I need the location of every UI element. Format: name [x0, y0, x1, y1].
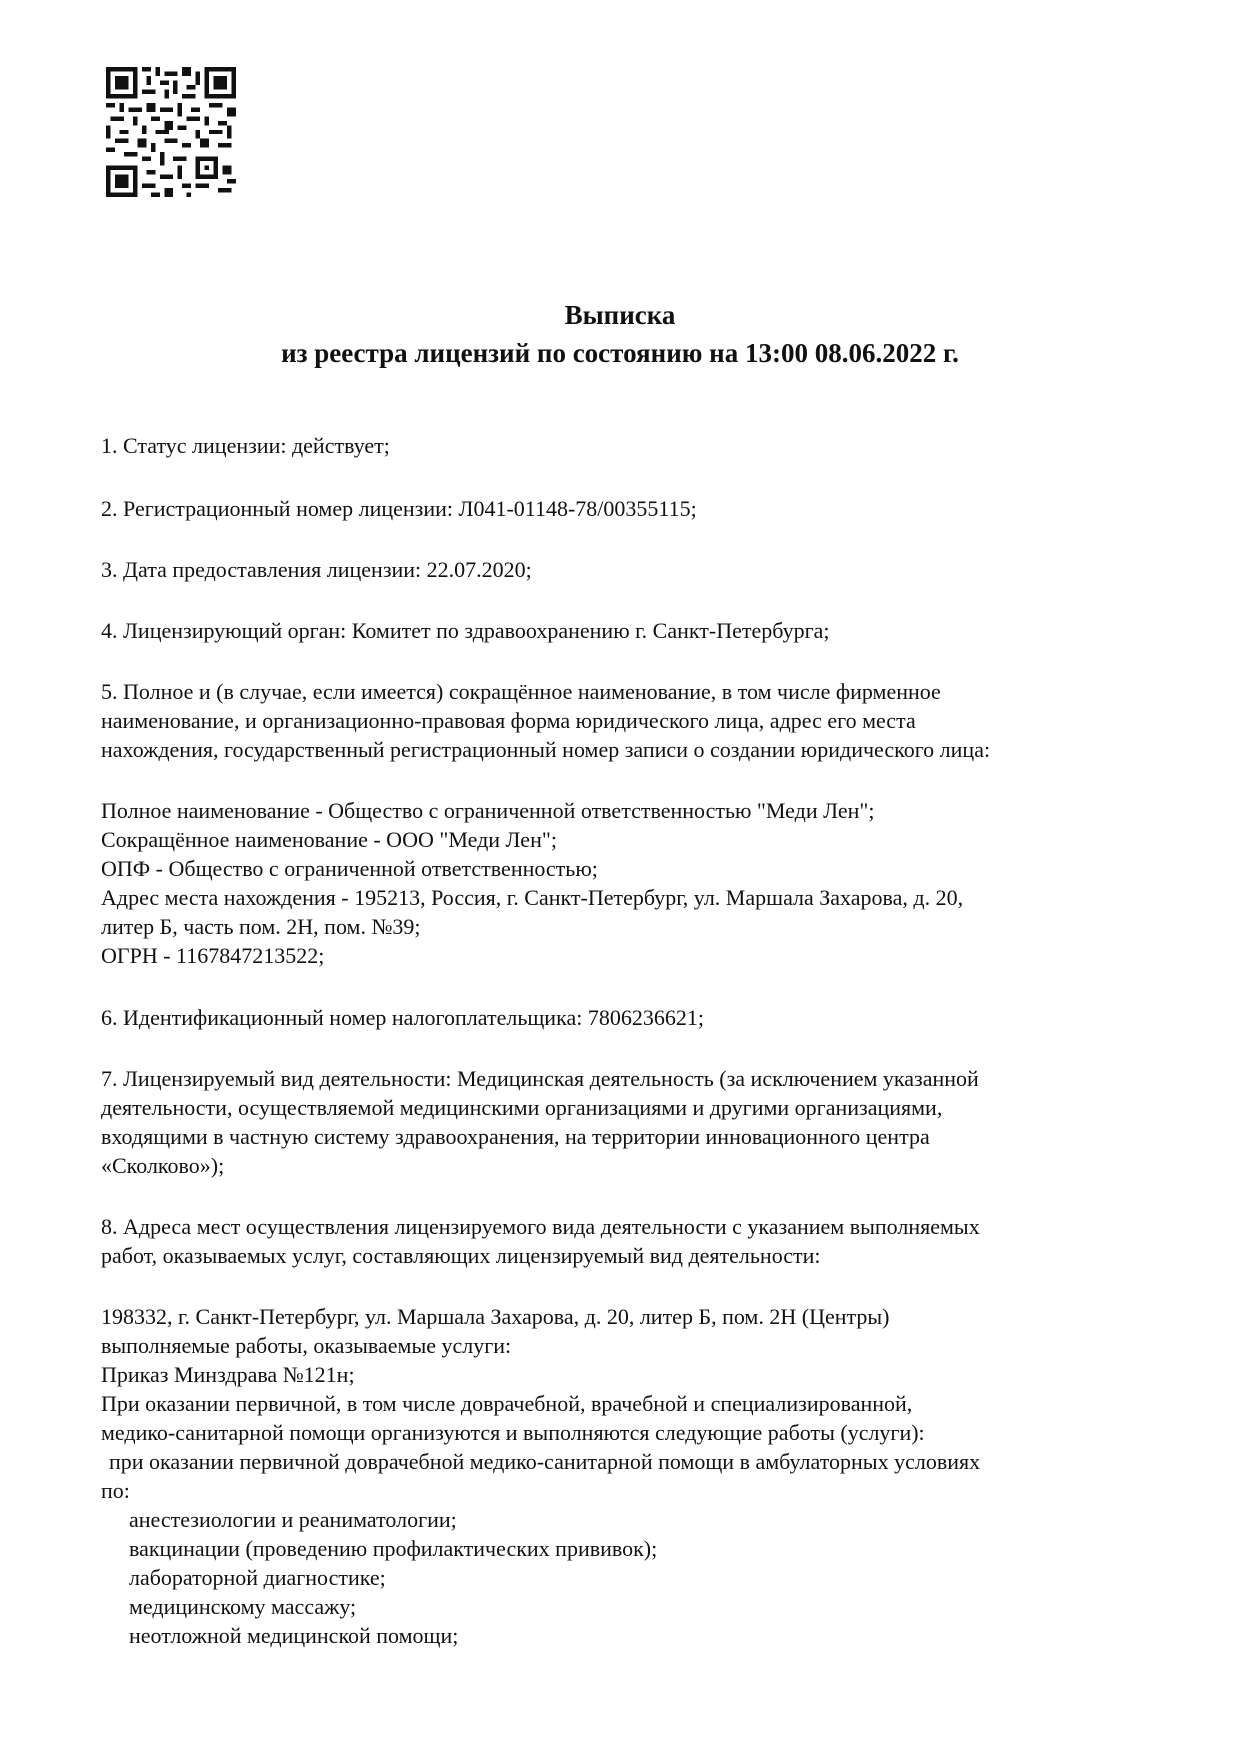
legal-address-cont: литер Б, часть пом. 2Н, пом. №39; [101, 914, 421, 939]
inn: 6. Идентификационный номер налогоплательщика: 7806236621; [101, 1005, 704, 1030]
license-date: 3. Дата предоставления лицензии: 22.07.2020; [101, 557, 532, 582]
short-name: Сокращённое наименование - ООО "Меди Лен"; [101, 827, 557, 852]
name-heading-line: наименование, и организационно-правовая форма юридического лица, адрес его места [101, 708, 916, 733]
qr-code-icon [106, 67, 236, 197]
activity-address: 198332, г. Санкт-Петербург, ул. Маршала Захарова, д. 20, литер Б, пом. 2Н (Центры) [101, 1304, 890, 1329]
addresses-heading-line: 8. Адреса мест осуществления лицензируемого вида деятельности с указанием выполняемых [101, 1214, 980, 1239]
activity-line: входящими в частную систему здравоохранения, на территории инновационного центра [101, 1124, 930, 1149]
document-title: Выписка [564, 300, 676, 330]
legal-form: ОПФ - Общество с ограниченной ответственностью; [101, 856, 598, 881]
license-status: 1. Статус лицензии: действует; [101, 433, 390, 458]
service-item: медицинскому массажу; [129, 1594, 357, 1619]
name-heading-line: нахождения, государственный регистрационный номер записи о создании юридического лица: [101, 737, 991, 762]
full-name: Полное наименование - Общество с ограниченной ответственностью "Меди Лен"; [101, 798, 875, 823]
document-subtitle: из реестра лицензий по состоянию на 13:00 08.06.2022 г. [281, 338, 959, 368]
works-label: выполняемые работы, оказываемые услуги: [101, 1333, 512, 1358]
activity-line: 7. Лицензируемый вид деятельности: Медицинская деятельность (за исключением указанной [101, 1066, 979, 1091]
sub-heading-line: по: [101, 1478, 130, 1503]
legal-address: Адрес места нахождения - 195213, Россия, г. Санкт-Петербург, ул. Маршала Захарова, д. 20, [101, 885, 964, 910]
care-description-line: При оказании первичной, в том числе доврачебной, врачебной и специализированной, [101, 1391, 913, 1416]
licensing-authority: 4. Лицензирующий орган: Комитет по здравоохранению г. Санкт-Петербурга; [101, 618, 830, 643]
service-item: анестезиологии и реаниматологии; [129, 1507, 457, 1532]
activity-line: «Сколково»); [101, 1153, 225, 1178]
sub-heading-line: при оказании первичной доврачебной медико-санитарной помощи в амбулаторных условиях [109, 1449, 981, 1474]
service-item: лабораторной диагностике; [129, 1565, 386, 1590]
activity-line: деятельности, осуществляемой медицинскими организациями и другими организациями, [101, 1095, 943, 1120]
order-reference: Приказ Минздрава №121н; [101, 1362, 355, 1387]
care-description-line: медико-санитарной помощи организуются и выполняются следующие работы (услуги): [101, 1420, 925, 1445]
addresses-heading-line: работ, оказываемых услуг, составляющих лицензируемый вид деятельности: [101, 1243, 821, 1268]
name-heading-line: 5. Полное и (в случае, если имеется) сокращённое наименование, в том числе фирменное [101, 679, 941, 704]
service-item: вакцинации (проведению профилактических прививок); [129, 1536, 658, 1561]
service-item: неотложной медицинской помощи; [129, 1623, 459, 1648]
ogrn: ОГРН - 1167847213522; [101, 943, 325, 968]
license-reg-number: 2. Регистрационный номер лицензии: Л041-01148-78/00355115; [101, 496, 697, 521]
